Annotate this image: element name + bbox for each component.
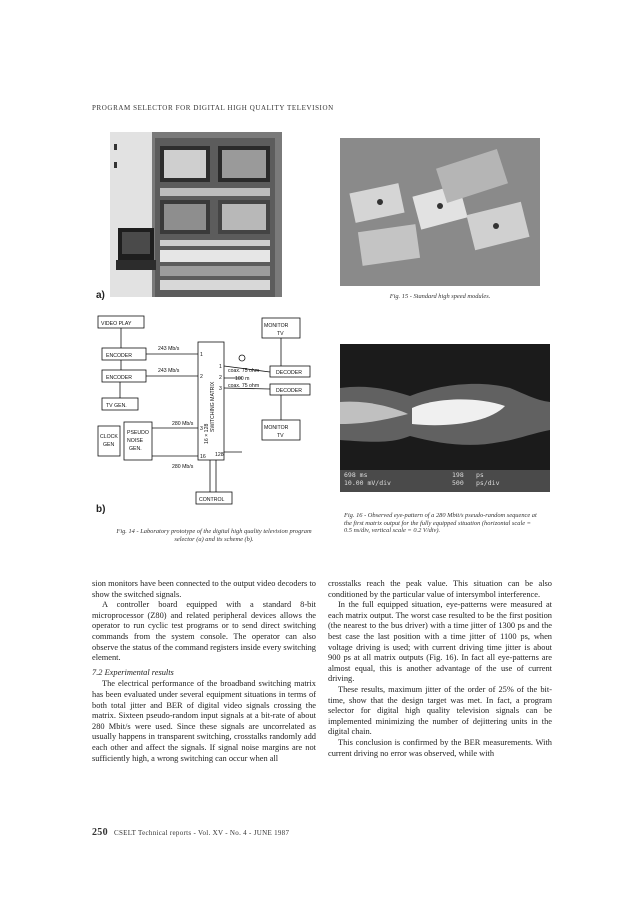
fig15-photo xyxy=(340,138,540,286)
fig14-caption xyxy=(112,528,316,543)
right-paragraph-3: These results, maximum jitter of the order of 25% of the bit-time, show that the design target was met. In fact, a program selector for digital high quality television signals can be implemented minimizing the number of dejittering units in the digital chain. xyxy=(328,684,552,737)
fig16-eye-pattern xyxy=(340,344,550,492)
matrix-out-2: 2 xyxy=(219,375,222,381)
eye-pattern-screen xyxy=(340,344,550,492)
rate-label-1: 243 Mb/s xyxy=(158,346,180,352)
decoder1-label: DECODER xyxy=(276,370,302,376)
scope-vdiv: 10.00 mV/div xyxy=(344,479,391,487)
matrix-out-1: 1 xyxy=(219,364,222,370)
video-play-label: VIDEO PLAY xyxy=(101,321,132,327)
left-paragraph-1: sion monitors have been connected to the output video decoders to show the switched signals. xyxy=(92,579,316,599)
fig14-caption-text: - Laboratory prototype of the digital high quality television program selector (a) and its scheme (b). xyxy=(136,528,312,543)
right-paragraph-2: In the full equipped situation, eye-patterns were measured at each matrix output. The worst case resulted to be the first position (the nearest to the bus driver) with a time jitter of 1300 ps and the best case the last position with a time jitter of 1100 ps, when voltage driving is used; with current driving time jitter is about 900 ps at all matrix outputs (Fig. 16). In fact all eye-patterns are almost equal, this is another advantage of the use of current driving. xyxy=(328,600,552,684)
matrix-in-2: 2 xyxy=(200,374,203,380)
fig15-caption-number: Fig. 15 xyxy=(389,293,409,300)
fig15-caption xyxy=(340,293,540,301)
decoder2-label: DECODER xyxy=(276,388,302,394)
scope-time: 698 ms xyxy=(344,471,368,479)
clock-label-1: CLOCK xyxy=(100,434,118,440)
page-number: 250 xyxy=(92,827,108,838)
rate-label-4: 280 Mb/s xyxy=(172,464,194,470)
pseudo-label-2: NOISE xyxy=(127,438,144,444)
monitor2-label-2: TV xyxy=(277,433,284,439)
fig14a-photo xyxy=(110,132,282,297)
scope-readout-mid xyxy=(452,471,464,487)
coax-label-2: coax. 75 ohm xyxy=(228,383,260,389)
matrix-in-3: 3 xyxy=(200,426,203,432)
matrix-title: SWITCHING MATRIX xyxy=(210,381,216,432)
scope-unit-2: ps/div xyxy=(476,479,500,487)
left-paragraph-3: The electrical performance of the broadband switching matrix has been evaluated under several equipment situations in terms of both total jitter and BER of digital video signals crossing the matrix. Sixteen pseudo-random input signals at a bit-rate of about 280 Mbit/s were used. Since these signals are uncorrelated as usually happens in transparent switching, crosstalks randomly add each other and affect the signals. If signal noise margins are not sufficiently high, a wrong switching can occur when all xyxy=(92,679,316,763)
clockgen-box xyxy=(98,426,120,456)
modules-photo xyxy=(340,138,540,286)
right-paragraph-4: This conclusion is confirmed by the BER measurements. With current driving no error was observed, while with xyxy=(328,737,552,758)
fig16-caption-text: - Observed eye-pattern of a 280 Mbit/s pseudo-random sequence at the first matrix output for the fully equipped situation (horizontal scale = 0.5 ns/div, vertical scale = 0.2 V/div). xyxy=(344,512,537,535)
running-header: PROGRAM SELECTOR FOR DIGITAL HIGH QUALITY TELEVISION xyxy=(92,104,334,112)
selector-scheme xyxy=(92,312,332,520)
pseudo-label-1: PSEUDO xyxy=(127,430,149,436)
monitor2-label-1: MONITOR xyxy=(264,425,289,431)
control-label: CONTROL xyxy=(199,497,225,503)
clock-label-2: GEN xyxy=(103,442,115,448)
coax-label-1: coax. 75 ohm xyxy=(228,368,260,374)
scope-mid-1: 198 xyxy=(452,471,464,479)
monitor1-label-1: MONITOR xyxy=(264,323,289,329)
scope-unit-1: ps xyxy=(476,471,484,479)
left-column xyxy=(92,579,316,764)
rate-label-2: 243 Mb/s xyxy=(158,368,180,374)
rack-equipment-photo xyxy=(110,132,282,297)
scope-readout-right xyxy=(476,471,499,487)
length-label: 100 m xyxy=(235,376,250,382)
matrix-out-3: 3 xyxy=(219,386,222,392)
tvgen-label: TV GEN. xyxy=(106,403,127,409)
matrix-in-1: 1 xyxy=(200,352,203,358)
matrix-out-128: 128 xyxy=(215,452,224,458)
fig15-caption-text: - Standard high speed modules. xyxy=(409,293,491,300)
section-heading: 7.2 Experimental results xyxy=(92,667,174,677)
fig16-caption xyxy=(344,512,540,535)
monitor1-label-2: TV xyxy=(277,331,284,337)
encoder2-label: ENCODER xyxy=(106,375,132,381)
matrix-in-16: 16 xyxy=(200,454,206,460)
right-column xyxy=(328,579,552,759)
right-paragraph-1: crosstalks reach the peak value. This situation can be also conditioned by the particular value of intersymbol interference. xyxy=(328,579,552,599)
rate-label-3: 280 Mb/s xyxy=(172,421,194,427)
matrix-size: 16 × 128 xyxy=(204,423,210,444)
left-paragraph-2: A controller board equipped with a standard 8-bit microprocessor (Z80) and related peripheral devices allows the operator to run cyclic test programs or to send direct switching commands from the system console. The operator can also observe the status of the command registers inside every switching element. xyxy=(92,600,316,663)
encoder1-label: ENCODER xyxy=(106,353,132,359)
scope-mid-2: 500 xyxy=(452,479,464,487)
panel-label-b: b) xyxy=(96,504,106,515)
scope-readout-left xyxy=(344,471,391,487)
panel-label-a: a) xyxy=(96,290,105,301)
fig14b-diagram xyxy=(92,312,332,520)
page-footer xyxy=(92,827,289,838)
pseudo-label-3: GEN. xyxy=(129,446,142,452)
journal-info: CSELT Technical reports - Vol. XV - No. 4 - JUNE 1987 xyxy=(113,829,290,837)
fig14-caption-number: Fig. 14 xyxy=(116,528,135,535)
fig16-caption-number: Fig. 16 xyxy=(344,512,363,519)
